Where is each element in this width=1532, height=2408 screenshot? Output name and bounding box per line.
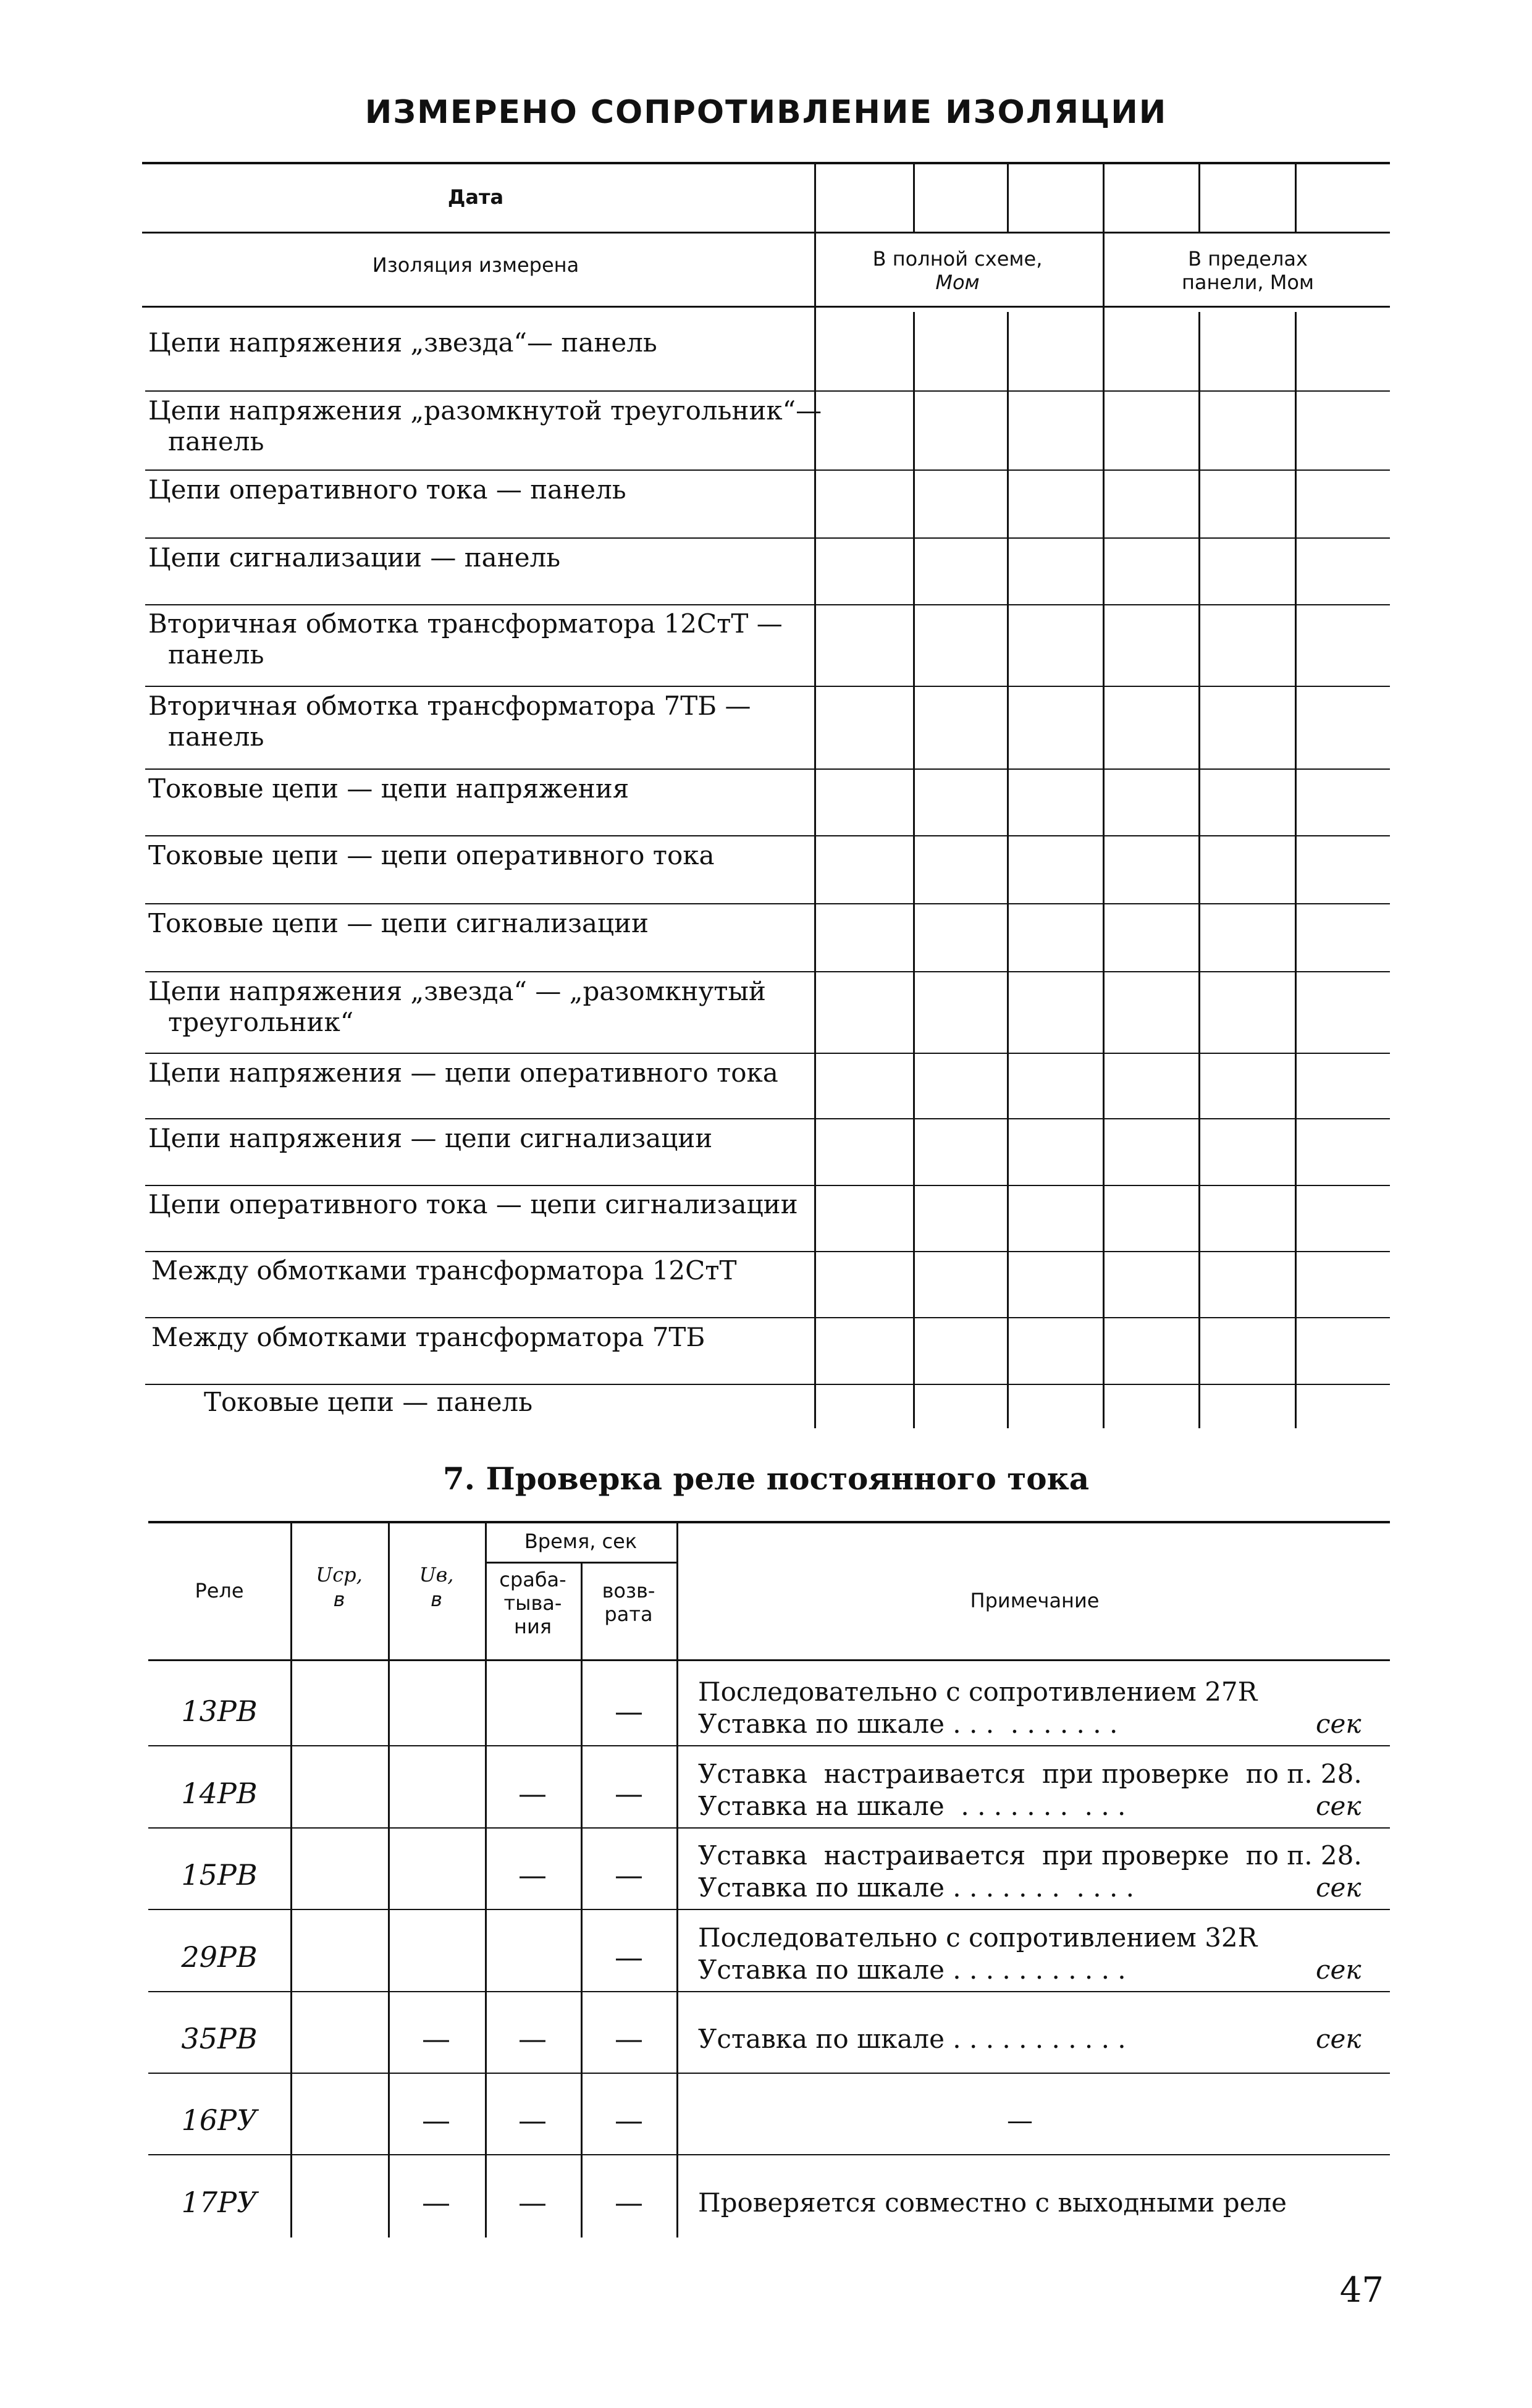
insulation-row-label: Вторичная обмотка трансформатора 7ТБ —	[148, 691, 751, 721]
insulation-row-label: Между обмотками трансформатора 7ТБ	[151, 1322, 705, 1352]
note-line-1: Последовательно с сопротивлением 27R	[698, 1677, 1258, 1707]
row-rule	[145, 1118, 1390, 1119]
page-number: 47	[1339, 2270, 1384, 2310]
note-line-2: Уставка на шкале . . . . . . . . . .	[698, 1791, 1126, 1821]
column-rule	[581, 1562, 583, 2238]
row-rule	[145, 1185, 1390, 1186]
u-v-value: —	[422, 2022, 450, 2055]
relay-header: Реле	[195, 1579, 244, 1602]
note-unit: сек	[1316, 1955, 1362, 1985]
relay-name: 29РВ	[181, 1940, 258, 1974]
column-rule	[676, 1521, 678, 2238]
relay-name: 13РВ	[181, 1694, 258, 1728]
u-sr-header: Uср,	[316, 1563, 363, 1586]
insulation-row-label: Цепи напряжения „звезда“— панель	[148, 327, 657, 358]
u-v-header: Uв,	[419, 1563, 454, 1586]
row-rule	[145, 686, 1390, 687]
insulation-row-label: Цепи напряжения „звезда“ — „разомкнутый	[148, 976, 766, 1006]
return-header-2: рата	[604, 1602, 653, 1626]
relay-name: 14РВ	[181, 1777, 258, 1810]
row-rule	[145, 1317, 1390, 1318]
table-rule	[142, 306, 1390, 308]
insulation-row-label: Цепи оперативного тока — цепи сигнализации	[148, 1189, 798, 1219]
insulation-row-label: Токовые цепи — цепи оперативного тока	[148, 840, 715, 870]
note-line-1: Уставка настраивается при проверке по п. 28.	[698, 1840, 1362, 1871]
pickup-time-value: —	[518, 1777, 547, 1810]
pickup-header-3: ния	[514, 1615, 552, 1638]
insulation-row-label: Цепи сигнализации — панель	[148, 542, 561, 573]
column-rule	[814, 162, 816, 1428]
insulation-row-label: Цепи напряжения „разомкнутой треугольник“—	[148, 395, 822, 426]
row-rule	[148, 1745, 1390, 1746]
relay-name: 16РУ	[181, 2103, 258, 2137]
row-rule	[145, 469, 1390, 471]
row-rule	[145, 604, 1390, 605]
note-unit: сек	[1316, 2024, 1362, 2054]
table-rule	[148, 1659, 1390, 1661]
note-line-2: Уставка по шкале . . . . . . . . . . .	[698, 2024, 1126, 2054]
insulation-row-label: Цепи напряжения — цепи оперативного тока	[148, 1058, 778, 1088]
note-line-2: Уставка по шкале . . . . . . . . . . .	[698, 1955, 1126, 1985]
return-time-value: —	[615, 1777, 643, 1810]
column-rule	[913, 162, 915, 232]
u-v-unit: в	[431, 1588, 442, 1611]
note-line-2: Проверяется совместно с выходными реле	[698, 2187, 1287, 2218]
row-rule	[148, 2154, 1390, 2155]
table-rule	[142, 232, 1390, 234]
column-rule	[290, 1521, 292, 2238]
insulation-row-label: Токовые цепи — панель	[204, 1387, 533, 1417]
insulation-row-label: Цепи напряжения — цепи сигнализации	[148, 1123, 713, 1153]
note-unit: сек	[1316, 1791, 1362, 1821]
relay-name: 15РВ	[181, 1858, 258, 1892]
insulation-row-label-cont: панель	[168, 722, 264, 752]
row-rule	[145, 1251, 1390, 1252]
note-unit: сек	[1316, 1872, 1362, 1903]
table-rule	[148, 1521, 1390, 1523]
row-rule	[145, 835, 1390, 836]
insulation-row-label: Между обмотками трансформатора 12СтТ	[151, 1255, 737, 1286]
u-v-value: —	[422, 2103, 450, 2137]
row-rule	[145, 1384, 1390, 1385]
return-time-value: —	[615, 1940, 643, 1974]
row-rule	[148, 1909, 1390, 1910]
table-rule	[142, 162, 1390, 164]
note-header: Примечание	[970, 1589, 1100, 1612]
column-rule	[1198, 162, 1200, 232]
insulation-row-label: Токовые цепи — цепи напряжения	[148, 773, 629, 804]
date-label: Дата	[447, 185, 504, 209]
insulation-row-label: Цепи оперативного тока — панель	[148, 474, 626, 505]
time-header: Время, сек	[524, 1530, 638, 1553]
pickup-time-value: —	[518, 2022, 547, 2055]
column-rule	[1295, 162, 1297, 232]
u-v-value: —	[422, 2186, 450, 2219]
column-rule	[1198, 312, 1200, 1428]
row-rule	[145, 390, 1390, 392]
column-rule	[1103, 162, 1105, 1428]
column-rule	[1007, 312, 1009, 1428]
u-sr-unit: в	[333, 1588, 345, 1611]
full-circuit-label: В полной схеме,	[872, 247, 1043, 271]
return-time-value: —	[615, 2022, 643, 2055]
note-unit: сек	[1316, 1709, 1362, 1739]
return-time-value: —	[615, 1694, 643, 1728]
insulation-row-label-cont: треугольник“	[168, 1007, 354, 1037]
note-line-2: —	[1007, 2105, 1033, 2136]
row-rule	[145, 1053, 1390, 1054]
panel-label: В пределах	[1188, 247, 1308, 271]
row-rule	[145, 768, 1390, 770]
return-time-value: —	[615, 2103, 643, 2137]
return-header-1: возв-	[602, 1579, 655, 1602]
note-line-1: Уставка настраивается при проверке по п. 28.	[698, 1759, 1362, 1789]
column-rule	[1007, 162, 1009, 232]
measured-label: Изоляция измерена	[372, 253, 579, 277]
relay-name: 35РВ	[181, 2022, 258, 2055]
note-line-1: Последовательно с сопротивлением 32R	[698, 1922, 1258, 1953]
insulation-title: ИЗМЕРЕНО СОПРОТИВЛЕНИЕ ИЗОЛЯЦИИ	[364, 94, 1168, 131]
row-rule	[148, 2073, 1390, 2074]
pickup-time-value: —	[518, 2103, 547, 2137]
column-rule	[388, 1521, 390, 2238]
insulation-row-label-cont: панель	[168, 639, 264, 670]
row-rule	[148, 1827, 1390, 1829]
pickup-time-value: —	[518, 1858, 547, 1892]
panel-unit: панели, Мом	[1181, 271, 1315, 294]
return-time-value: —	[615, 2186, 643, 2219]
full-circuit-unit: Мом	[935, 271, 980, 294]
row-rule	[145, 537, 1390, 539]
insulation-row-label: Токовые цепи — цепи сигнализации	[148, 908, 649, 938]
return-time-value: —	[615, 1858, 643, 1892]
note-line-2: Уставка по шкале . . . . . . . . . . .	[698, 1872, 1135, 1903]
relay-section-title: 7. Проверка реле постоянного тока	[442, 1460, 1090, 1497]
row-rule	[145, 903, 1390, 904]
row-rule	[145, 971, 1390, 972]
relay-name: 17РУ	[181, 2186, 258, 2219]
column-rule	[913, 312, 915, 1428]
pickup-header-2: тыва-	[503, 1591, 562, 1615]
note-line-2: Уставка по шкале . . . . . . . . . .	[698, 1709, 1118, 1739]
column-rule	[1295, 312, 1297, 1428]
row-rule	[148, 1991, 1390, 1992]
insulation-row-label-cont: панель	[168, 426, 264, 457]
pickup-time-value: —	[518, 2186, 547, 2219]
insulation-row-label: Вторичная обмотка трансформатора 12СтТ —	[148, 608, 783, 639]
pickup-header-1: сраба-	[499, 1568, 566, 1591]
